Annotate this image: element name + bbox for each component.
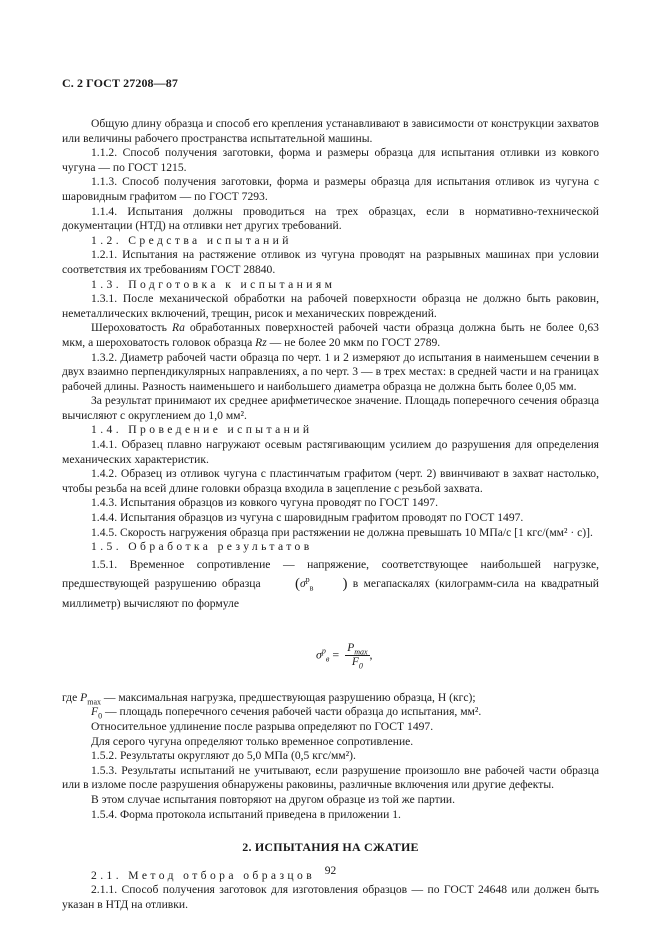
numerator-symbol: P [347, 641, 355, 654]
formula-equals: = [332, 647, 340, 662]
paragraph: 1.4.3. Испытания образцов из ковкого чугуна проводят по ГОСТ 1497. [91, 496, 438, 510]
paragraph: 1.2.1. Испытания на растяжение отливок из чугуна проводят на разрывных машинах при условии соответствия их требованиям ГОСТ 28840. [62, 248, 599, 276]
paragraph-where-pmax [62, 691, 599, 706]
symbol-rz: Rz [255, 335, 267, 349]
text-fragment: — не более 20 мкм по ГОСТ 2789. [266, 335, 441, 349]
paragraph: В этом случае испытания повторяют на другом образце из той же партии. [91, 792, 456, 806]
subsection-heading: 1.3. Подготовка к испытаниям [91, 277, 336, 291]
paragraph: 1.4.4. Испытания образцов из чугуна с шаровидным графитом проводят по ГОСТ 1497. [91, 511, 524, 525]
f0-subscript: 0 [98, 711, 103, 721]
paragraph: Общую длину образца и способ его крепления устанавливают в зависимости от конструкции захватов или величины рабочего пространства испытательной машины. [62, 117, 599, 145]
text-fragment: обработанных поверхностей рабочей части образца должна быть не более 0,63 мкм, а шероховатость головок образца [62, 321, 599, 349]
symbol-ra: Ra [171, 321, 185, 335]
formula-comma: , [369, 647, 373, 662]
text-fragment: Шероховатость [91, 321, 172, 335]
denominator-symbol: F [351, 655, 359, 668]
paragraph: 1.3.1. После механической обработки на рабочей поверхности образца не должно быть раковин, неметаллических включений, трещин, рисок и механических повреждений. [62, 292, 599, 320]
subsection-heading: 1.5. Обработка результатов [91, 540, 313, 554]
denominator-subscript: 0 [358, 661, 363, 671]
open-bracket: ( [294, 575, 300, 592]
subsection-heading: 1.4. Проведение испытаний [91, 423, 313, 437]
text-fragment: в мегапаскалях (килограмм-сила на квадратный миллиметр) вычисляют по формуле [62, 576, 599, 610]
paragraph: 1.4.5. Скорость нагружения образца при растяжении не должна превышать 10 МПа/с [1 кгс/(мм² · с)]. [91, 525, 593, 539]
text-fragment: 1.5.1. Временное сопротивление — напряжение, соответствующее наибольшей нагрузке, предшествующей разрушению образца [62, 557, 599, 590]
paragraph: 1.5.3. Результаты испытаний не учитывают, если разрушение произошло вне рабочей части образца или в изломе после разрушения обнаружены раковины, различные включения или другие дефекты. [62, 763, 599, 792]
paragraph: 1.1.3. Способ получения заготовки, форма и размеры образца для испытания отливок из чугуна с шаровидным графитом — по ГОСТ 7293. [62, 175, 599, 203]
sigma-superscript: р [305, 574, 310, 584]
formula-sigma-sup: р [321, 646, 326, 656]
tensile-formula [316, 642, 373, 669]
fraction-numerator [345, 642, 369, 656]
paragraph: Для серого чугуна определяют только временное сопротивление. [91, 734, 414, 748]
paragraph: 1.4.1. Образец плавно нагружают осевым растягивающим усилием до разрушения для определения механических характеристик. [62, 438, 599, 466]
paragraph: 1.1.2. Способ получения заготовки, форма и размеры образца для испытания отливки из ковкого чугуна — по ГОСТ 1215. [62, 146, 599, 174]
close-bracket: ) [342, 575, 348, 592]
paragraph-roughness [62, 321, 599, 350]
paragraph: 1.5.2. Результаты округляют до 5,0 МПа (0,5 кгс/мм²). [91, 749, 356, 763]
section-heading: 2. ИСПЫТАНИЯ НА СЖАТИЕ [242, 840, 419, 855]
paragraph: 1.1.4. Испытания должны проводиться на трех образцах, если в нормативно-технической документации (НТД) на отливки нет других требований. [62, 204, 599, 233]
page-number: 92 [324, 865, 337, 877]
subsection-heading: 1.2. Средства испытаний [91, 233, 292, 247]
paragraph: 1.3.2. Диаметр рабочей части образца по черт. 1 и 2 измеряют до испытания в наименьшем сечении в двух взаимно перпендикулярных направлениях, а по черт. 3 — в трех местах: в средней части и на границах рабочей длины. Разность наименьшего и наибольшего диаметра образца не должна быть более 0,05 мм. [62, 350, 599, 393]
paragraph: Относительное удлинение после разрыва определяют по ГОСТ 1497. [91, 720, 434, 733]
f0-symbol: F [91, 705, 99, 719]
formula-sigma-sub: в [325, 654, 330, 664]
formula-sigma: σ [316, 647, 322, 662]
text-fragment: — площадь поперечного сечения рабочей части образца до испытания, мм². [102, 705, 482, 719]
sigma-subscript: в [309, 583, 314, 593]
document-body [62, 117, 599, 913]
sigma-symbol: σ [299, 576, 306, 590]
paragraph: 1.4.2. Образец из отливок чугуна с пластинчатым графитом (черт. 2) ввинчивают в захват настолько, чтобы резьба на всей длине головки образца входила в зацепление с резьбой захвата. [62, 467, 599, 495]
paragraph: 1.5.4. Форма протокола испытаний приведена в приложении 1. [91, 807, 401, 821]
pmax-symbol: P [80, 690, 88, 704]
formula-fraction [345, 642, 369, 669]
paragraph: 2.1.1. Способ получения заготовок для изготовления образцов — по ГОСТ 24648 или должен быть указан в НТД на отливки. [62, 883, 599, 911]
paragraph-tensile-strength [62, 555, 599, 613]
pmax-subscript: max [87, 697, 101, 707]
text-fragment: где [62, 690, 81, 704]
fraction-denominator [345, 656, 369, 669]
numerator-subscript: max [354, 647, 368, 657]
paragraph-where-f0 [62, 705, 599, 720]
formula-block [62, 613, 599, 691]
text-fragment: — максимальная нагрузка, предшествующая разрушению образца, Н (кгс); [101, 690, 476, 704]
paragraph: За результат принимают их среднее арифметическое значение. Площадь поперечного сечения образца вычисляют с округлением до 1,0 мм². [62, 394, 599, 422]
page-header: С. 2 ГОСТ 27208—87 [62, 76, 178, 90]
subsection-heading: 2.1. Метод отбора образцов [91, 868, 316, 882]
